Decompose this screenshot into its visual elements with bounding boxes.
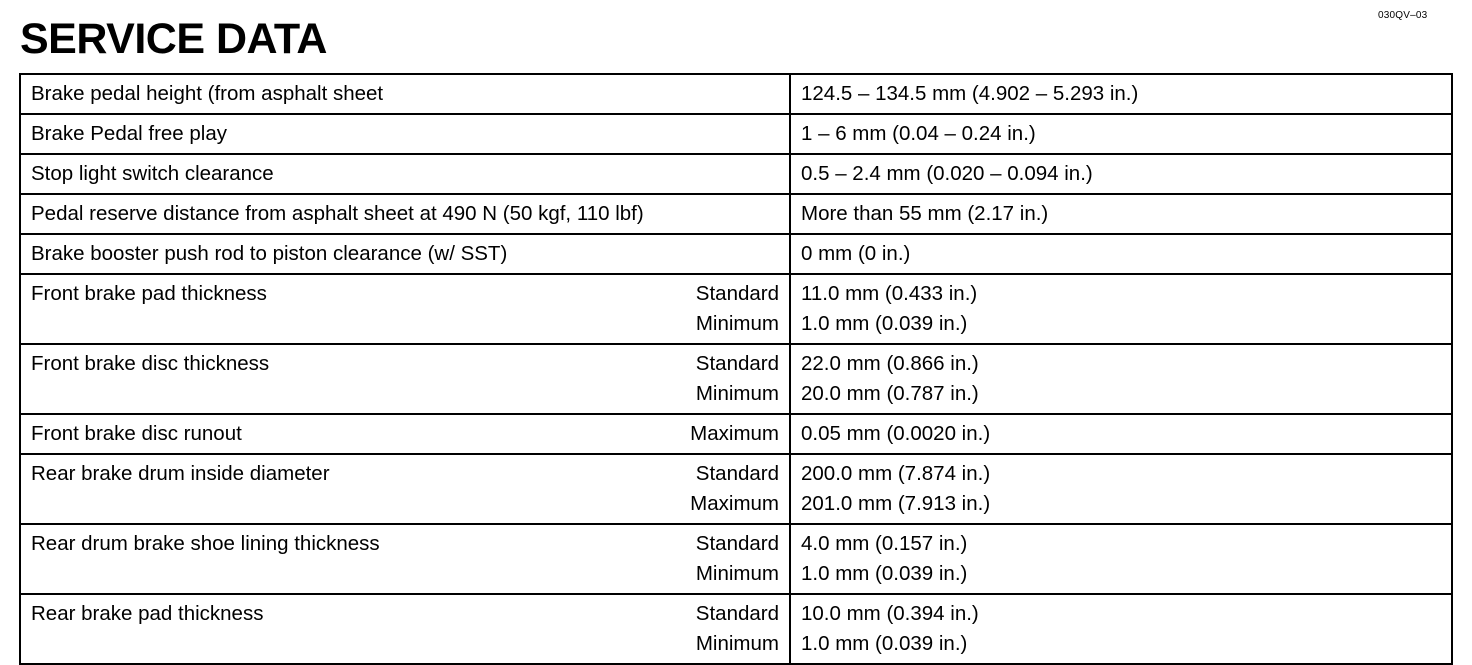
spec-item-label: Brake pedal height (from asphalt sheet [31, 82, 384, 105]
page-title: SERVICE DATA [20, 15, 327, 63]
spec-qualifier: Standard [695, 352, 779, 375]
spec-item-label: Front brake disc runout [31, 422, 242, 445]
spec-item-wrapper [31, 419, 779, 449]
spec-item-wrapper [31, 279, 779, 339]
spec-item-wrapper [31, 119, 779, 149]
spec-item-cell [20, 274, 790, 344]
spec-value: 1.0 mm (0.039 in.) [801, 312, 968, 335]
spec-qualifier: Maximum [690, 492, 779, 515]
spec-item-wrapper [31, 79, 779, 109]
spec-value-cell [790, 414, 1452, 454]
spec-value-cell [790, 74, 1452, 114]
spec-value: 124.5 – 134.5 mm (4.902 – 5.293 in.) [801, 82, 1139, 105]
spec-value: 201.0 mm (7.913 in.) [801, 492, 991, 515]
spec-value: 22.0 mm (0.866 in.) [801, 352, 979, 375]
spec-qualifier-list [690, 419, 779, 449]
spec-item-wrapper [31, 159, 779, 189]
table-row [20, 524, 1452, 594]
spec-value-list [801, 419, 1441, 449]
spec-item-cell [20, 194, 790, 234]
spec-value: 1 – 6 mm (0.04 – 0.24 in.) [801, 122, 1036, 145]
spec-qualifier-list [690, 459, 779, 519]
table-row [20, 274, 1452, 344]
spec-value-list [801, 79, 1441, 109]
table-row [20, 594, 1452, 664]
spec-value-list [801, 119, 1441, 149]
table-row [20, 234, 1452, 274]
spec-value-list [801, 599, 1441, 659]
spec-value-cell [790, 454, 1452, 524]
spec-value-list [801, 159, 1441, 189]
spec-value-cell [790, 114, 1452, 154]
service-data-table [19, 73, 1453, 665]
spec-item-label: Stop light switch clearance [31, 162, 274, 185]
spec-value-list [801, 279, 1441, 339]
spec-value-cell [790, 594, 1452, 664]
service-data-table-body [20, 74, 1452, 664]
spec-item-cell [20, 234, 790, 274]
spec-value-list [801, 529, 1441, 589]
spec-value-cell [790, 344, 1452, 414]
spec-item-cell [20, 74, 790, 114]
spec-qualifier-list [696, 529, 779, 589]
spec-item-label: Rear brake pad thickness [31, 602, 264, 625]
spec-item-label: Front brake pad thickness [31, 282, 267, 305]
spec-item-wrapper [31, 459, 779, 519]
table-row [20, 344, 1452, 414]
spec-item-wrapper [31, 239, 779, 269]
table-row [20, 414, 1452, 454]
spec-item-cell [20, 524, 790, 594]
spec-value: 1.0 mm (0.039 in.) [801, 562, 968, 585]
spec-qualifier: Minimum [695, 632, 779, 655]
table-row [20, 114, 1452, 154]
spec-item-cell [20, 344, 790, 414]
spec-value-list [801, 349, 1441, 409]
spec-item-cell [20, 594, 790, 664]
spec-qualifier: Minimum [695, 312, 779, 335]
spec-value-cell [790, 154, 1452, 194]
spec-value: 0.05 mm (0.0020 in.) [801, 422, 991, 445]
table-row [20, 74, 1452, 114]
spec-value: 200.0 mm (7.874 in.) [801, 462, 991, 485]
spec-value: More than 55 mm (2.17 in.) [801, 202, 1049, 225]
table-row [20, 154, 1452, 194]
spec-qualifier: Standard [695, 282, 779, 305]
spec-item-label: Front brake disc thickness [31, 352, 270, 375]
spec-item-label: Rear brake drum inside diameter [31, 462, 330, 485]
spec-item-wrapper [31, 199, 779, 229]
spec-qualifier-list [696, 279, 779, 339]
spec-value: 1.0 mm (0.039 in.) [801, 632, 968, 655]
spec-value: 20.0 mm (0.787 in.) [801, 382, 979, 405]
spec-item-cell [20, 154, 790, 194]
spec-item-wrapper [31, 529, 779, 589]
spec-qualifier-list [696, 599, 779, 659]
spec-value-cell [790, 274, 1452, 344]
spec-item-label: Pedal reserve distance from asphalt sheet at 490 N (50 kgf, 110 lbf) [31, 202, 644, 225]
spec-qualifier: Standard [695, 462, 779, 485]
spec-value: 10.0 mm (0.394 in.) [801, 602, 979, 625]
spec-value-list [801, 239, 1441, 269]
spec-qualifier: Minimum [695, 562, 779, 585]
spec-item-cell [20, 454, 790, 524]
spec-qualifier: Minimum [695, 382, 779, 405]
spec-qualifier-list [696, 349, 779, 409]
spec-item-label: Brake Pedal free play [31, 122, 228, 145]
spec-item-label: Brake booster push rod to piston clearance (w/ SST) [31, 242, 508, 265]
spec-qualifier: Standard [695, 602, 779, 625]
table-row [20, 194, 1452, 234]
spec-value: 11.0 mm (0.433 in.) [801, 282, 978, 305]
spec-value-list [801, 199, 1441, 229]
spec-value-cell [790, 234, 1452, 274]
table-row [20, 454, 1452, 524]
document-code: 030QV–03 [1378, 10, 1428, 21]
spec-item-cell [20, 114, 790, 154]
spec-value-cell [790, 194, 1452, 234]
spec-value-list [801, 459, 1441, 519]
spec-value: 0.5 – 2.4 mm (0.020 – 0.094 in.) [801, 162, 1093, 185]
spec-value: 0 mm (0 in.) [801, 242, 911, 265]
spec-qualifier: Maximum [690, 422, 779, 445]
spec-item-cell [20, 414, 790, 454]
spec-value: 4.0 mm (0.157 in.) [801, 532, 968, 555]
spec-value-cell [790, 524, 1452, 594]
spec-item-label: Rear drum brake shoe lining thickness [31, 532, 380, 555]
spec-qualifier: Standard [695, 532, 779, 555]
spec-item-wrapper [31, 599, 779, 659]
spec-item-wrapper [31, 349, 779, 409]
